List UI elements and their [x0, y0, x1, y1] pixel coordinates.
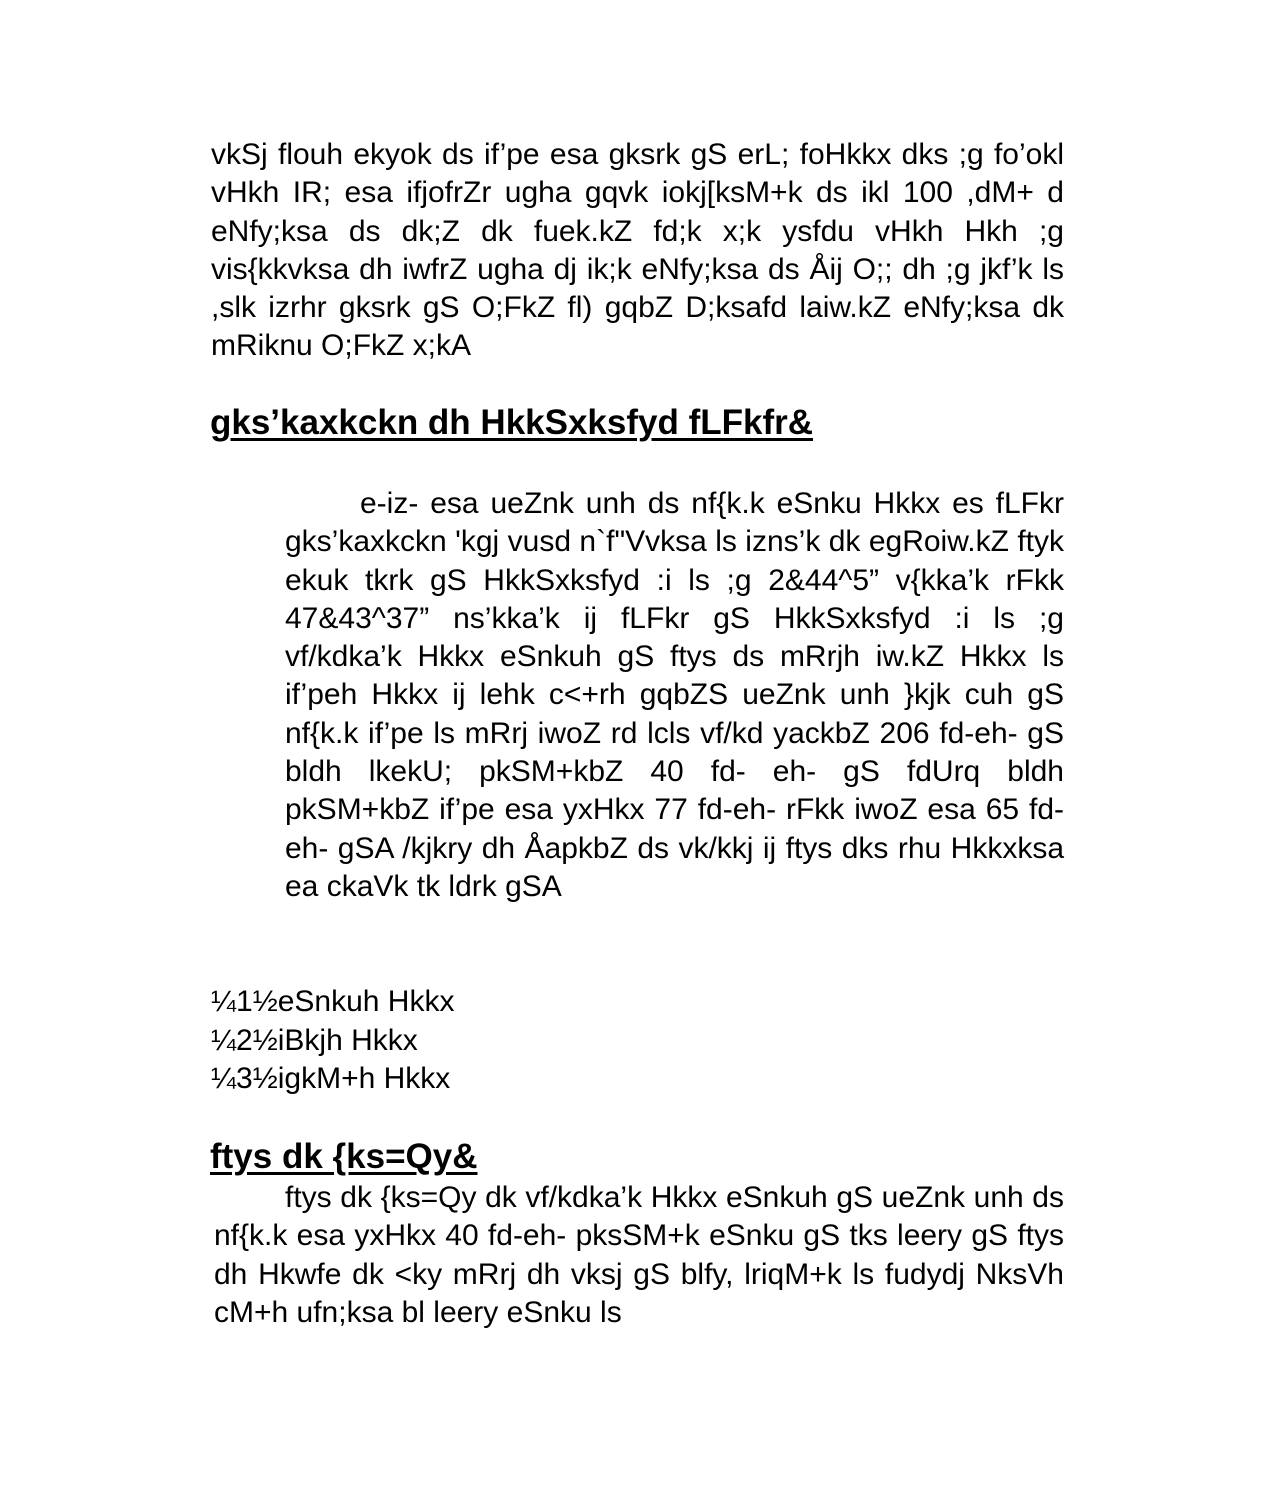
list-item: ¼1½eSnkuh Hkkx	[211, 985, 455, 1018]
intro-paragraph: vkSj flouh ekyok ds if’pe esa gksrk gS erL; foHkkx dks ;g fo’okl vHkh IR; esa ifjofrZr ugha gqvk iokj[ksM+k ds ikl 100 ,dM+ d eNfy;ksa ds dk;Z dk fuek.kZ fd;k x;k ysfdu vHkh Hkh ;g vis{kkvksa dh iwfrZ ugha dj ik;k eNfy;ksa ds Åij O;; dh ;g jkf’k ls ,slk izrhr gksrk gS O;FkZ fl) gqbZ D;ksafd laiw.kZ eNfy;ksa dk mRiknu O;FkZ x;kA	[211, 138, 1064, 363]
section-heading-geography: gks’kaxkckn dh HkkSxksfyd fLFkfr&	[210, 403, 814, 442]
section-heading-area: ftys dk {ks=Qy&	[210, 1137, 478, 1176]
region-list	[211, 983, 454, 1099]
area-paragraph: ftys dk {ks=Qy dk vf/kdka’k Hkkx eSnkuh gS ueZnk unh ds nf{k.k esa yxHkx 40 fd-eh- pksSM+k eSnku gS tks leery gS ftys dh Hkwfe dk <ky mRrj dh vksj gS blfy, lriqM+k ls fudydj NksVh cM+h ufn;ksa bl leery eSnku ls	[214, 1181, 1064, 1329]
list-item: ¼3½igkM+h Hkkx	[211, 1062, 451, 1095]
list-item: ¼2½iBkjh Hkkx	[211, 1023, 418, 1057]
geography-paragraph: e-iz- esa ueZnk unh ds nf{k.k eSnku Hkkx es fLFkr gks’kaxkckn 'kgj vusd n`f"Vvksa ls izns’k dk egRoiw.kZ ftyk ekuk tkrk gS HkkSxksfyd :i ls ;g 2&44^5” v{kka’k rFkk 47&43^37” ns’kka’k ij fLFkr gS HkkSxksfyd :i ls ;g vf/kdka’k Hkkx eSnkuh gS ftys ds mRrjh iw.kZ Hkkx ls if’peh Hkkx ij lehk c<+rh gqbZS ueZnk unh }kjk cuh gS nf{k.k if’pe ls mRrj iwoZ rd lcls vf/kd yackbZ 206 fd-eh- gS bldh lkekU; pkSM+kbZ 40 fd- eh- gS fdUrq bldh pkSM+kbZ if’pe esa yxHkx 77 fd-eh- rFkk iwoZ esa 65 fd-eh- gSA /kjkry dh ÅapkbZ ds vk/kkj ij ftys dks rhu Hkkxksa ea ckaVk tk ldrk gSA	[285, 487, 1064, 903]
